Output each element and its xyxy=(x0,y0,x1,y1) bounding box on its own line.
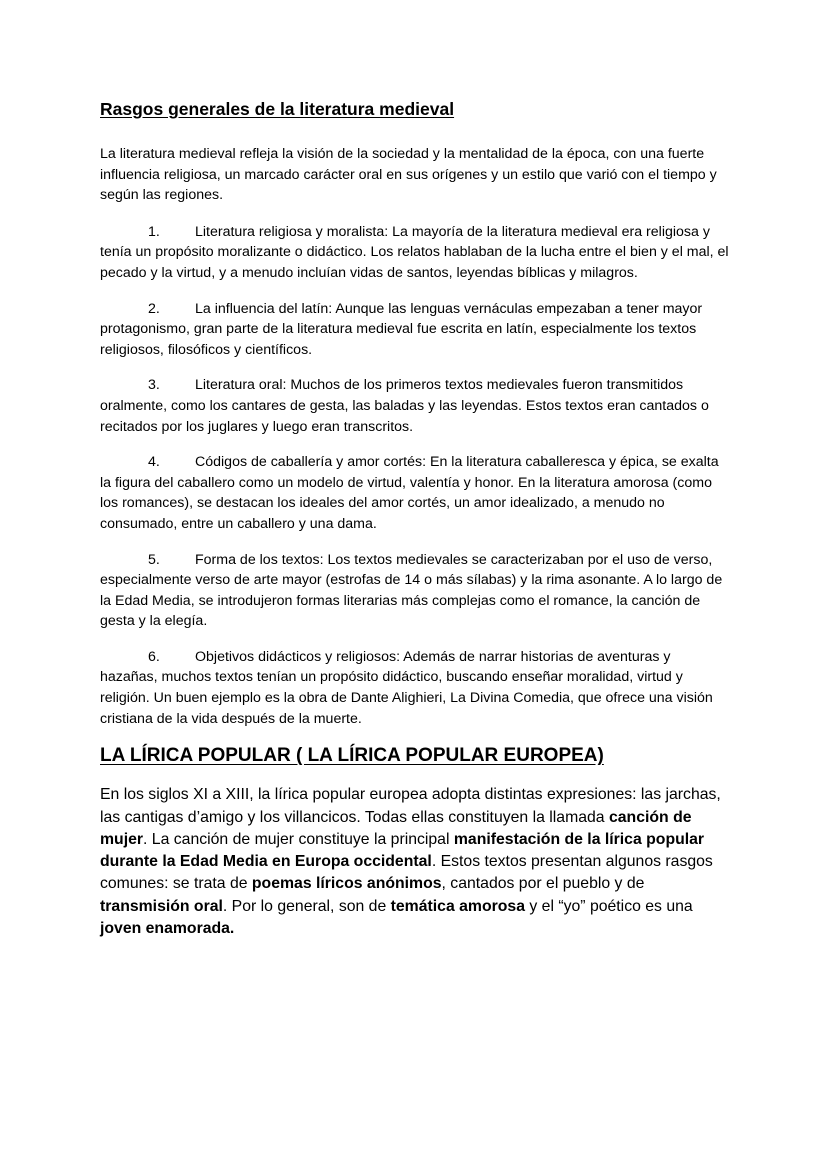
list-item-text: Literatura oral: Muchos de los primeros textos medievales fueron transmitidos oralmente, como los cantares de gesta, las baladas y las leyendas. Estos textos eran cantados o recitados por los juglares y luego eran transcritos. xyxy=(100,377,709,435)
list-item-text: Códigos de caballería y amor cortés: En la literatura caballeresca y épica, se exalta la figura del caballero como un modelo de virtud, valentía y honor. En la literatura amorosa (como los romances), se destacan los ideales del amor cortés, un amor idealizado, a menudo no consumado, entre un caballero y una dama. xyxy=(100,454,719,532)
list-item xyxy=(100,375,730,437)
document-page xyxy=(100,98,730,940)
text-run: En los siglos XI a XIII, la lírica popular europea adopta distintas expresiones: las jarchas, las cantigas d’amigo y los villancicos. Todas ellas constituyen la llamada xyxy=(100,786,721,826)
list-item-text: La influencia del latín: Aunque las lenguas vernáculas empezaban a tener mayor protagonismo, gran parte de la literatura medieval fue escrita en latín, especialmente los textos religiosos, filosóficos y científicos. xyxy=(100,300,703,358)
list-item-text: Literatura religiosa y moralista: La mayoría de la literatura medieval era religiosa y tenía un propósito moralizante o didáctico. Los relatos hablaban de la lucha entre el bien y el mal, el pecado y la virtud, y a menudo incluían vidas de santos, leyendas bíblicas y milagros. xyxy=(100,223,729,281)
text-run: . Estos textos presentan algunos rasgos comunes: se trata de xyxy=(100,853,713,893)
lirica-paragraph xyxy=(100,784,730,940)
text-run: . La canción de mujer constituye la principal xyxy=(143,830,454,848)
list-item-number: 3. xyxy=(148,377,160,394)
list-item xyxy=(100,299,730,361)
list-item-number: 1. xyxy=(148,223,160,240)
list-item xyxy=(100,647,730,729)
bold-run: manifestación de la lírica popular durante la Edad Media en Europa occidental xyxy=(100,830,705,871)
list-item-number: 4. xyxy=(148,454,160,471)
list-item-number: 2. xyxy=(148,300,160,317)
text-run: . Por lo general, son de xyxy=(222,897,391,915)
list-item xyxy=(100,222,730,284)
list-item-number: 6. xyxy=(148,648,160,665)
bold-run: transmisión oral xyxy=(100,897,223,915)
text-run: y el “yo” poético es una xyxy=(524,897,693,915)
intro-paragraph: La literatura medieval refleja la visión de la sociedad y la mentalidad de la época, con una fuerte influencia religiosa, un marcado carácter oral en sus orígenes y un estilo que varió con el tiempo y según las regiones. xyxy=(100,146,717,204)
list-item xyxy=(100,452,730,534)
list-item-number: 5. xyxy=(148,551,160,568)
section-heading-lirica-popular: LA LÍRICA POPULAR ( LA LÍRICA POPULAR EUROPEA) xyxy=(100,745,604,767)
list-item xyxy=(100,550,730,632)
bold-run: canción de mujer xyxy=(100,808,692,848)
text-run: , cantados por el pueblo y de xyxy=(441,875,645,893)
bold-run: joven enamorada. xyxy=(100,920,235,938)
section-heading-rasgos: Rasgos generales de la literatura medieval xyxy=(100,99,455,119)
bold-run: temática amorosa xyxy=(390,897,525,915)
list-item-text: Objetivos didácticos y religiosos: Además de narrar historias de aventuras y hazañas, muchos textos tenían un propósito didáctico, buscando enseñar moralidad, virtud y religión. Un buen ejemplo es la obra de Dante Alighieri, La Divina Comedia, que ofrece una visión cristiana de la vida después de la muerte. xyxy=(100,648,713,727)
list-item-text: Forma de los textos: Los textos medievales se caracterizaban por el uso de verso, especialmente verso de arte mayor (estrofas de 14 o más sílabas) y la rima asonante. A lo largo de la Edad Media, se introdujeron formas literarias más complejas como el romance, la canción de gesta y la elegía. xyxy=(100,551,723,630)
bold-run: poemas líricos anónimos xyxy=(251,875,442,893)
